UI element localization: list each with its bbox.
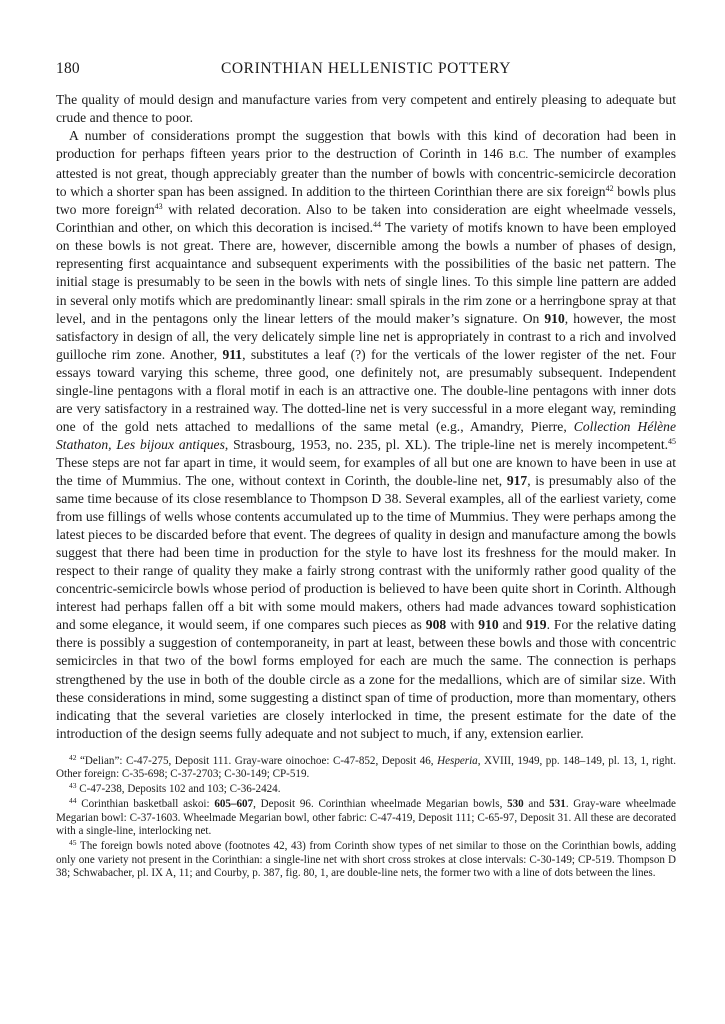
paragraph-2: A number of considerations prompt the suggestion that bowls with this kind of decoration had been in production for perhaps fifteen years prior to the destruction of Corinth in 146 B.C. The number of examples attested is not great, though appreciably greater than the number of bowls with concentric-semicircle decoration to which a shorter span has been assigned. In addition to the thirteen Corinthian there are six foreign$^{42}$ bowls plus two more foreign$^{43}$ with related decoration. Also to be taken into consideration are eight wheelmade vessels, Corinthian and other, on which this decoration is incised.$^{44}$ The variety of motifs known to have been employed on these bowls is not great. There are, however, discernible among the bowls a number of phases of design, representing first acquaintance and subsequent experiments with the possibilities of the basic net pattern. The initial stage is presumably to be seen in the bowls with nets of single lines. To this simple line pattern are added in several only motifs which are predominantly linear: small spirals in the rim zone or a herringbone spray at that level, and in the pentagons only the linear letters of the mould maker’s signature. On 910, however, the most satisfactory in design of all, the very delicately simple line net is appropriately in contrast to a rich and involved guilloche rim zone. Another, 911, substitutes a leaf (?) for the verticals of the lower register of the net. Four essays toward varying this scheme, three good, one definitely not, are presumably subsequent. Independent single-line pentagons with a floral motif in each is an attractive one. The double-line pentagons with inner dots are very satisfactory in a restrained way. The dotted-line net is very successful in a more elegant way, reminding one of the gold nets attached to medallions of the same metal (e.g., Amandry, Pierre, Collection Hélène Stathaton, Les bijoux antiques, Strasbourg, 1953, no. 235, pl. XL). The triple-line net is merely incompetent.$^{45}$ These steps are not far apart in time, it would seem, for examples of all but one are known to have been in use at the time of Mummius. The one, without context in Corinth, the double-line net, 917, is presumably also of the same time because of its close resemblance to Thompson D 38. Several examples, all of the earliest variety, come from use fillings of wells whose contents accumulated up to the time of Mummius. They were perhaps among the latest pieces to be discarded before that event. The degrees of quality in design and manufacture among the bowls suggest that there had been time in production for the style to have lost its freshness for the mould maker. In respect to their range of quality they make a fairly strong contrast with the uniformly rather good quality of the concentric-semicircle bowls whose period of production is believed to have been quite short in Corinth. Although interest had perhaps fallen off a bit with some mould makers, others had made advances toward sophistication and some elegance, it would seem, if one compares such pieces as 908 with 910 and 919. For the relative dating there is possibly a suggestion of contemporaneity, in part at least, between these bowls and those with concentric semicircles in that two of the bowl forms employed for each are much the same. The connection is perhaps strengthened by the use in both of the double circle as a zone for the medallions, which are of similar size. With these considerations in mind, some suggesting a distinct span of time of production, more than momentary, others indicating that the several varieties are closely interlocked in time, the present estimate for the date of the introduction of the design seems fully adequate and not subject to much, if any, extension earlier. [56,128,677,741]
catalog-number: 917 [506,472,528,488]
footnote-ref-43[interactable]: 43 [154,202,163,212]
footnotes [56,752,676,881]
page-number: 180 [56,60,80,77]
footnote-ref-45[interactable]: 45 [668,436,676,446]
footnote-number: 44 [69,795,77,805]
catalog-number: 530 [507,797,524,810]
footnote-number: 45 [69,837,77,847]
catalog-number: 911 [222,346,243,362]
journal-title: Hesperia [437,754,478,767]
catalog-number: 605–607 [214,797,254,810]
catalog-number: 910 [544,310,565,326]
page [56,60,676,882]
catalog-number: 910 [478,617,499,633]
footnote-number: 42 [69,752,77,762]
footnote-43: $^{43}$ C-47-238, Deposits 102 and 103; C-36-2424. [69,781,281,796]
catalog-number: 919 [526,617,547,633]
catalog-number: 531 [549,797,566,810]
era-abbreviation: B.C. [508,150,529,162]
footnote-number: 43 [69,781,77,791]
citation-title: Collection Hélène Stathaton, Les bijoux antiques [56,418,676,452]
paragraph-1: The quality of mould design and manufacture varies from very competent and entirely pleasing to adequate but crude and thence to poor. [56,92,676,126]
footnote-42: $^{42}$ “Delian”: C-47-275, Deposit 111. Gray-ware oinochoe: C-47-852, Deposit 46, Hesperia, XVIII, 1949, pp. 148–149, pl. 13, 1, right. Other foreign: C-35-698; C-37-2703; C-30-149; CP-519. [56,752,676,781]
footnote-44: $^{44}$ Corinthian basketball askoi: 605–607, Deposit 96. Corinthian wheelmade Megarian bowls, 530 and 531. Gray-ware wheelmade Megarian bowl: C-37-1603. Wheelmade Megarian bowl, other fabric: C-47-419, Deposit 111; C-65-97, Deposit 31. All these are decorated with a single-line, interlocking net. [56,795,676,838]
body-text [56,91,676,743]
catalog-number: 908 [425,617,447,633]
footnote-ref-42[interactable]: 42 [605,184,614,194]
footnote-45: $^{45}$ The foreign bowls noted above (footnotes 42, 43) from Corinth show types of net similar to those on the Corinthian bowls, adding only one variety not present in the Corinthian: a single-line net with short cross strokes at close intervals: C-30-149; CP-519. Thompson D 38; Schwabacher, pl. IX A, 11; and Courby, p. 387, fig. 80, 1, are double-line nets, the former two with a line of dots between the lines. [56,837,676,880]
footnote-ref-44[interactable]: 44 [372,220,381,230]
running-title: CORINTHIAN HELLENISTIC POTTERY [220,60,512,77]
running-head [56,60,676,82]
